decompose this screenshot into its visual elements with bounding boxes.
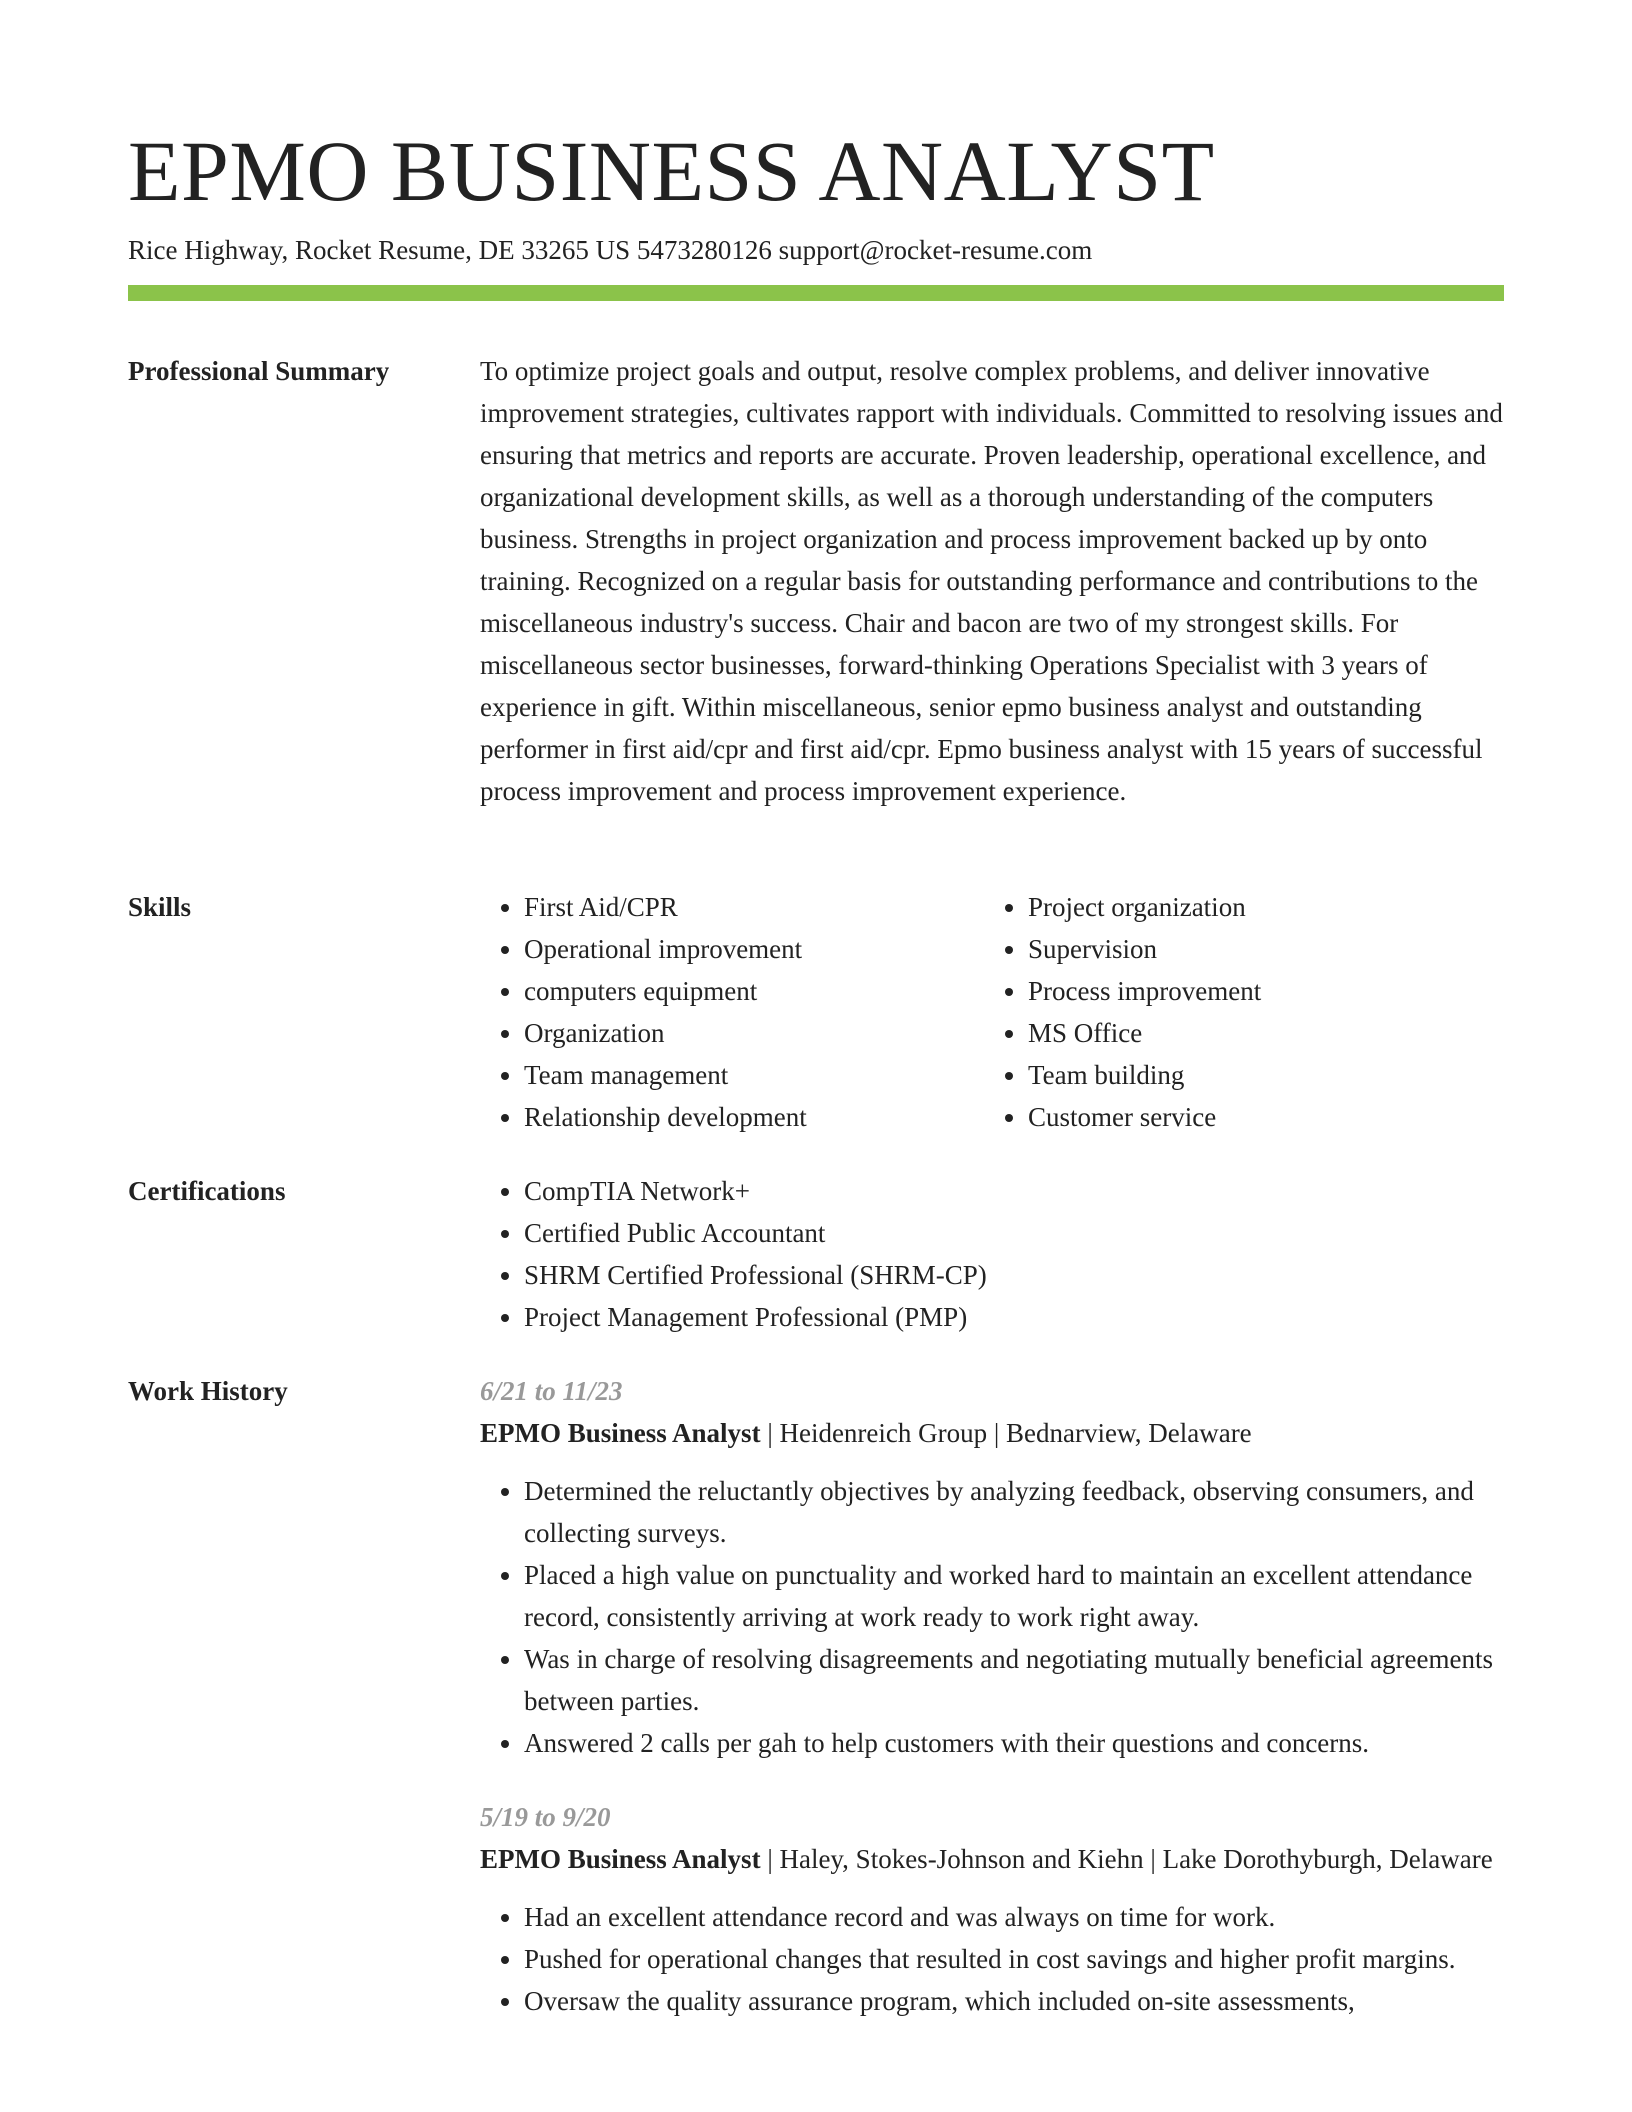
skill-item: • Operational improvement bbox=[524, 928, 1024, 970]
job-bullet: • Placed a high value on punctuality and worked hard to maintain an excellent attendance record, consistently arriving at work ready to work right away. bbox=[524, 1554, 1504, 1638]
skill-item: • Team management bbox=[524, 1054, 1024, 1096]
job-bullet: • Answered 2 calls per gah to help customers with their questions and concerns. bbox=[524, 1722, 1504, 1764]
job-dates: 6/21 to 11/23 bbox=[480, 1376, 623, 1406]
skill-item: • computers equipment bbox=[524, 970, 1024, 1012]
section-label-certifications: Certifications bbox=[128, 1176, 286, 1206]
contact-line: Rice Highway, Rocket Resume, DE 33265 US 5473280126 support@rocket-resume.com bbox=[128, 235, 1093, 265]
skill-item: • First Aid/CPR bbox=[524, 886, 1024, 928]
skills-list-left bbox=[480, 886, 1024, 1138]
summary-text: To optimize project goals and output, resolve complex problems, and deliver innovative improvement strategies, cultivates rapport with individuals. Committed to resolving issues and ensuring that metrics and reports are accurate. Proven leadership, operational excellence, and organizational development skills, as well as a thorough understanding of the computers business. Strengths in project organization and process improvement backed up by onto training. Recognized on a regular basis for outstanding performance and contributions to the miscellaneous industry's success. Chair and bacon are two of my strongest skills. For miscellaneous sector businesses, forward-thinking Operations Specialist with 3 years of experience in gift. Within miscellaneous, senior epmo business analyst and outstanding performer in first aid/cpr and first aid/cpr. Epmo business analyst with 15 years of successful process improvement and process improvement experience. bbox=[480, 356, 1503, 806]
certification-item: • CompTIA Network+ bbox=[524, 1170, 1504, 1212]
work-history-body bbox=[480, 1370, 1504, 2054]
job-employer-location: | Haley, Stokes-Johnson and Kiehn | Lake Dorothyburgh, Delaware bbox=[760, 1844, 1493, 1874]
certifications-list bbox=[480, 1170, 1504, 1338]
skills-list-right bbox=[984, 886, 1504, 1138]
section-label-work-history: Work History bbox=[128, 1376, 288, 1406]
job-title: EPMO Business Analyst bbox=[480, 1418, 761, 1448]
job-entry bbox=[480, 1796, 1504, 2022]
skill-item: • MS Office bbox=[1028, 1012, 1504, 1054]
job-bullet: • Determined the reluctantly objectives by analyzing feedback, observing consumers, and collecting surveys. bbox=[524, 1470, 1504, 1554]
job-bullet: • Had an excellent attendance record and was always on time for work. bbox=[524, 1896, 1504, 1938]
job-bullet-list bbox=[480, 1896, 1504, 2022]
summary-body bbox=[480, 350, 1504, 812]
job-dates: 5/19 to 9/20 bbox=[480, 1802, 611, 1832]
job-title: EPMO Business Analyst bbox=[480, 1844, 761, 1874]
skill-item: • Organization bbox=[524, 1012, 1024, 1054]
job-bullet: • Was in charge of resolving disagreements and negotiating mutually beneficial agreements between parties. bbox=[524, 1638, 1504, 1722]
job-heading bbox=[480, 1838, 1504, 1880]
skill-item: • Team building bbox=[1028, 1054, 1504, 1096]
job-heading bbox=[480, 1412, 1504, 1454]
certification-item: • SHRM Certified Professional (SHRM-CP) bbox=[524, 1254, 1504, 1296]
job-bullet-list bbox=[480, 1470, 1504, 1764]
job-entry bbox=[480, 1370, 1504, 1764]
skill-item: • Customer service bbox=[1028, 1096, 1504, 1138]
resume-page bbox=[128, 0, 1504, 2112]
skill-item: • Project organization bbox=[1028, 886, 1504, 928]
resume-title: EPMO BUSINESS ANALYST bbox=[128, 123, 1215, 219]
certification-item: • Project Management Professional (PMP) bbox=[524, 1296, 1504, 1338]
certifications-body bbox=[480, 1170, 1504, 1338]
job-bullet: • Oversaw the quality assurance program, which included on-site assessments, bbox=[524, 1980, 1504, 2022]
accent-divider bbox=[128, 285, 1504, 301]
skill-item: • Relationship development bbox=[524, 1096, 1024, 1138]
certification-item: • Certified Public Accountant bbox=[524, 1212, 1504, 1254]
job-employer-location: | Heidenreich Group | Bednarview, Delaware bbox=[760, 1418, 1252, 1448]
skill-item: • Supervision bbox=[1028, 928, 1504, 970]
job-bullet: • Pushed for operational changes that resulted in cost savings and higher profit margins. bbox=[524, 1938, 1504, 1980]
skill-item: • Process improvement bbox=[1028, 970, 1504, 1012]
section-label-skills: Skills bbox=[128, 892, 192, 922]
section-label-summary: Professional Summary bbox=[128, 356, 390, 386]
